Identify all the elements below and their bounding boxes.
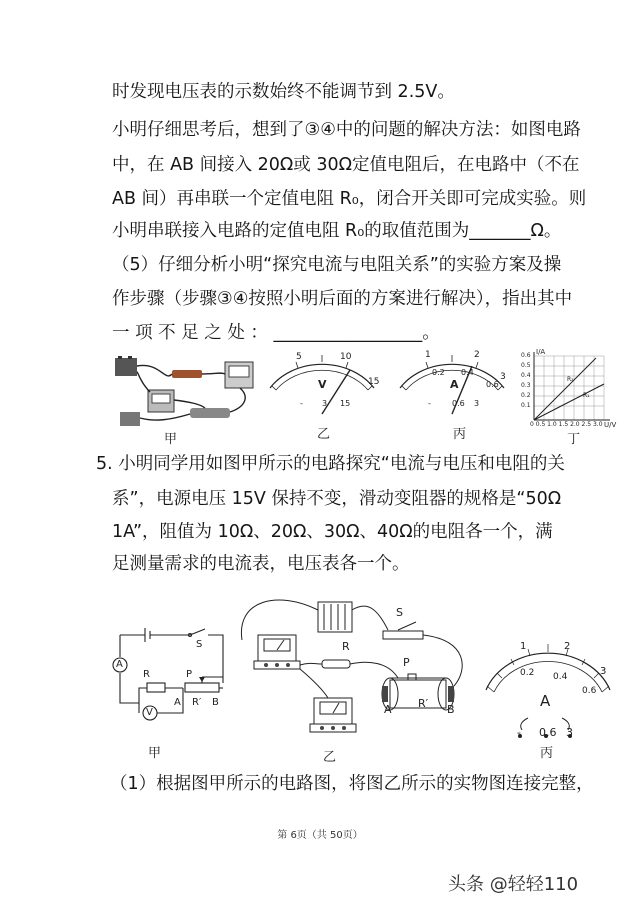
fig1-a-term-neg: - bbox=[428, 399, 431, 408]
fig1-a-tick-3: 3 bbox=[500, 372, 506, 382]
fig1-g-ylabel: I/A bbox=[536, 348, 546, 356]
fig2-label-jia: 甲 bbox=[148, 746, 162, 761]
fig2-resistor-letter: R bbox=[143, 669, 150, 680]
fig2-meter-tick-3: 3 bbox=[600, 666, 607, 677]
fig1-v-letter: V bbox=[318, 378, 327, 391]
fig1-label-ding: 丁 bbox=[567, 432, 581, 447]
fig2-label-yi: 乙 bbox=[323, 750, 337, 765]
text-line-8: 一 项 不 足 之 处 ： _________________。 bbox=[112, 323, 440, 343]
fig1-a-tick-1: 1 bbox=[425, 350, 431, 360]
fig2-physical-apparatus bbox=[238, 590, 478, 745]
page-footer: 第 6页（共 50页） bbox=[277, 830, 363, 841]
fig2-meter-tick-04: 0.4 bbox=[553, 672, 568, 682]
fig2-rheostat-letter: R′ bbox=[192, 697, 202, 708]
fig1-v-tick-10: 10 bbox=[340, 352, 352, 362]
q5-line-3: 1A”，阻值为 10Ω、20Ω、30Ω、40Ω的电阻各一个，满 bbox=[112, 522, 553, 542]
fig1-v-term-3: 3 bbox=[322, 399, 328, 408]
text-line-6: （5）仔细分析小明“探究电流与电阻关系”的实验方案及操 bbox=[112, 255, 562, 275]
fig1-v-term-15: 15 bbox=[340, 399, 351, 408]
fig1-v-tick-5: 5 bbox=[296, 352, 302, 362]
fig1-a-tick-02: 0.2 bbox=[432, 368, 445, 377]
fig1-apparatus-photo bbox=[110, 352, 265, 432]
fig2-meter-term-neg: - bbox=[517, 726, 521, 739]
fig2-meter-letter: A bbox=[540, 692, 551, 710]
fig1-g-series-r1: R₁ bbox=[583, 392, 590, 399]
text-line-3: 中，在 AB 间接入 20Ω或 30Ω定值电阻后，在电路中（不在 bbox=[112, 155, 580, 175]
fig2-ammeter-letter: A bbox=[116, 659, 123, 670]
fig1-v-term-neg: - bbox=[300, 399, 303, 408]
fig2b-switch-letter: S bbox=[396, 606, 403, 619]
text-line-7: 作步骤（步骤③④按照小明后面的方案进行解决），指出其中 bbox=[112, 289, 573, 309]
fig1-a-tick-2: 2 bbox=[474, 350, 480, 360]
q5-line-1: 5. 小明同学用如图甲所示的电路探究“电流与电压和电阻的关 bbox=[96, 454, 565, 474]
fig1-g-xlabel: U/V bbox=[604, 421, 617, 429]
fig1-g-ytick-03: 0.3 bbox=[521, 382, 531, 389]
q5-line-4: 足测量需求的电流表，电压表各一个。 bbox=[112, 554, 410, 574]
fig1-g-series-r2: R₂ bbox=[567, 376, 574, 383]
fig1-label-yi: 乙 bbox=[317, 427, 331, 442]
fig1-a-tick-04: 0.4 bbox=[461, 368, 474, 377]
fig1-g-ytick-04: 0.4 bbox=[521, 372, 531, 379]
fig2-label-bing: 丙 bbox=[540, 746, 554, 761]
fig2-meter-tick-2: 2 bbox=[564, 641, 571, 652]
fig2-circuit-diagram bbox=[105, 625, 235, 725]
fig2-terminal-b: B bbox=[212, 697, 219, 708]
fig1-a-letter: A bbox=[450, 378, 459, 391]
fig2b-rheostat-letter: R′ bbox=[418, 697, 429, 710]
fig1-v-tick-15: 15 bbox=[368, 377, 380, 387]
fig2-switch-letter: S bbox=[196, 639, 203, 650]
text-line-5: 小明串联接入电路的定值电阻 R₀的取值范围为_______Ω。 bbox=[112, 221, 562, 241]
fig1-label-bing: 丙 bbox=[453, 427, 467, 442]
text-line-2: 小明仔细思考后，想到了③④中的问题的解决方法：如图电路 bbox=[112, 120, 581, 140]
watermark: 头条 @轻轻110 bbox=[448, 874, 579, 895]
fig1-g-ytick-06: 0.6 bbox=[521, 352, 531, 359]
text-line-4: AB 间）再串联一个定值电阻 R₀，闭合开关即可完成实验。则 bbox=[112, 189, 587, 209]
fig2-slider-letter: P bbox=[186, 669, 193, 680]
fig2b-terminal-a: A bbox=[384, 703, 392, 716]
fig2-meter-term-06: 0.6 bbox=[539, 726, 557, 739]
fig1-a-tick-06: 0.6 bbox=[486, 380, 499, 389]
fig1-g-ytick-05: 0.5 bbox=[521, 362, 531, 369]
fig1-g-ytick-02: 0.2 bbox=[521, 392, 531, 399]
fig2-meter-tick-02: 0.2 bbox=[520, 668, 535, 678]
fig2b-resistor-letter: R bbox=[342, 640, 350, 653]
fig2-voltmeter-letter: V bbox=[146, 707, 153, 718]
fig2b-terminal-b: B bbox=[447, 703, 455, 716]
fig2-meter-term-3: 3 bbox=[566, 726, 573, 739]
fig2-terminal-a: A bbox=[174, 697, 181, 708]
q5-sub1-line: （1）根据图甲所示的电路图，将图乙所示的实物图连接完整， bbox=[110, 774, 594, 794]
fig1-g-xticks: 0 0.5 1.0 1.5 2.0 2.5 3.0 bbox=[530, 421, 603, 428]
fig2b-slider-letter: P bbox=[403, 656, 410, 669]
fig1-label-jia: 甲 bbox=[164, 432, 178, 447]
text-line-1: 时发现电压表的示数始终不能调节到 2.5V。 bbox=[112, 82, 455, 102]
fig2-meter-tick-1: 1 bbox=[520, 641, 527, 652]
q5-line-2: 系”，电源电压 15V 保持不变，滑动变阻器的规格是“50Ω bbox=[112, 489, 562, 509]
fig2-meter-tick-06: 0.6 bbox=[582, 686, 597, 696]
fig1-a-term-06: 0.6 bbox=[452, 399, 465, 408]
fig1-iu-graph bbox=[520, 350, 620, 430]
fig1-g-ytick-01: 0.1 bbox=[521, 402, 531, 409]
fig1-a-term-3: 3 bbox=[474, 399, 480, 408]
